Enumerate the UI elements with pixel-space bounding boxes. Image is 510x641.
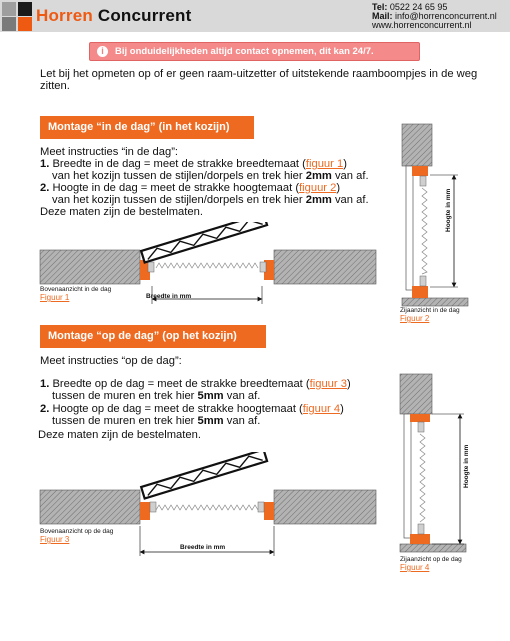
- section2-item1: 1. Breedte op de dag = meet de strakke breedtemaat (figuur 3): [40, 378, 351, 390]
- frame-bottom: [412, 286, 428, 298]
- section1-item1-line2: van het kozijn tussen de stijlen/dorpels en trek hier 2mm van af.: [52, 170, 369, 182]
- open-window-sash: [141, 452, 267, 498]
- wall-bottom: [402, 298, 468, 306]
- section1-item2-line2: van het kozijn tussen de stijlen/dorpels en trek hier 2mm van af.: [52, 194, 369, 206]
- section2-item1-line2: tussen de muren en trek hier 5mm van af.: [52, 390, 261, 402]
- tel-value[interactable]: 0522 24 65 95: [387, 2, 448, 12]
- fig3-caption: Bovenaanzicht op de dag Figuur 3: [40, 528, 114, 544]
- section1-item2: 2. Hoogte in de dag = meet de strakke hoogtemaat (figuur 2): [40, 182, 341, 194]
- frame-top: [410, 414, 430, 422]
- wall-bottom: [400, 544, 466, 552]
- open-window-sash: [141, 222, 267, 262]
- frame-bottom: [410, 534, 430, 544]
- figuur4-link[interactable]: figuur 4: [302, 403, 341, 415]
- fig2-dimension-label: Hoogte in mm: [445, 188, 452, 232]
- fig1-caption: Bovenaanzicht in de dag Figuur 1: [40, 286, 112, 302]
- glass: [406, 166, 413, 290]
- fig1-dimension-label: Breedte in mm: [146, 293, 192, 300]
- logo-square-orange: [18, 17, 32, 31]
- figuur2-label: Figuur 2: [400, 314, 430, 323]
- logo-square-darkgrey: [2, 17, 16, 31]
- wall-top: [402, 124, 432, 166]
- figuur1-link[interactable]: figuur 1: [305, 158, 344, 170]
- contact-info: [372, 3, 497, 30]
- figure2-diagram: [398, 122, 472, 312]
- figuur2-link[interactable]: figuur 2: [299, 182, 337, 194]
- screen-pleat: [156, 263, 258, 268]
- section2-item2-line2: tussen de muren en trek hier 5mm van af.: [52, 415, 261, 427]
- intro-text: Let bij het opmeten op of er geen raam-uitzetter of uitstekende raamboompjes in de weg zitten.: [40, 68, 478, 92]
- mail-label: Mail:: [372, 11, 393, 21]
- frame-top: [412, 166, 428, 176]
- section1-heading: Meet instructies “in de dag”:: [40, 146, 179, 158]
- wall-right: [274, 250, 376, 284]
- tel-label: Tel:: [372, 2, 388, 12]
- brand-name: Horren Concurrent: [36, 6, 192, 25]
- frame-right: [264, 502, 274, 520]
- figure4-diagram: [398, 372, 472, 562]
- fig3-dimension-label: Breedte in mm: [180, 544, 226, 551]
- header-bar: [0, 0, 510, 32]
- logo-square-grey: [2, 2, 16, 16]
- figuur1-label: Figuur 1: [40, 293, 70, 302]
- section2-footer: Deze maten zijn de bestelmaten.: [38, 429, 201, 441]
- wall-right: [274, 490, 376, 524]
- section2-item2: 2. Hoogte op de dag = meet de strakke hoogtemaat (figuur 4): [40, 403, 344, 415]
- section1-item1: 1. Breedte in de dag = meet de strakke breedtemaat (figuur 1): [40, 158, 347, 170]
- website-link[interactable]: www.horrenconcurrent.nl: [372, 20, 472, 30]
- section2-title: Montage “op de dag” (op het kozijn): [40, 325, 266, 348]
- info-icon: i: [97, 46, 108, 57]
- figuur3-label: Figuur 3: [40, 535, 70, 544]
- contact-alert-banner: [89, 42, 420, 61]
- fig4-dimension-label: Hoogte in mm: [463, 444, 470, 488]
- wall-left: [40, 490, 140, 524]
- fig2-caption: Zijaanzicht in de dag Figuur 2: [400, 307, 460, 323]
- alert-text: Bij onduidelijkheden altijd contact opnemen, dit kan 24/7.: [115, 46, 374, 57]
- logo-square-black: [18, 2, 32, 16]
- section1-footer: Deze maten zijn de bestelmaten.: [40, 206, 203, 218]
- section2-heading: Meet instructies “op de dag”:: [40, 355, 182, 367]
- section1-title: Montage “in de dag” (in het kozijn): [40, 116, 254, 139]
- wall-top: [400, 374, 432, 414]
- figuur4-label: Figuur 4: [400, 563, 430, 572]
- fig4-caption: Zijaanzicht op de dag Figuur 4: [400, 556, 462, 572]
- mail-link[interactable]: info@horrenconcurrent.nl: [392, 11, 497, 21]
- figuur3-link[interactable]: figuur 3: [309, 378, 347, 390]
- wall-left: [40, 250, 140, 284]
- frame-left: [140, 502, 150, 520]
